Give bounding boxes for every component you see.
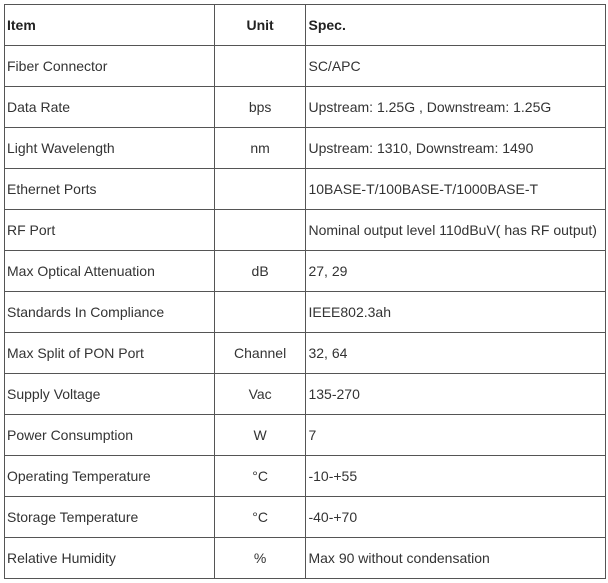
table-row [5,210,606,251]
table-row [5,456,606,497]
cell-spec: 135-270 [306,374,606,415]
cell-unit: dB [214,251,306,292]
cell-spec: 7 [306,415,606,456]
spec-table [4,4,606,579]
cell-unit [214,46,306,87]
cell-unit: % [214,538,306,579]
cell-spec: SC/APC [306,46,606,87]
cell-spec: -40-+70 [306,497,606,538]
cell-item: Relative Humidity [5,538,215,579]
header-item: Item [5,5,215,46]
cell-unit [214,210,306,251]
table-row [5,128,606,169]
cell-item: Operating Temperature [5,456,215,497]
cell-spec: IEEE802.3ah [306,292,606,333]
table-row [5,46,606,87]
cell-item: Standards In Compliance [5,292,215,333]
cell-spec: Nominal output level 110dBuV( has RF output) [306,210,606,251]
cell-spec: Max 90 without condensation [306,538,606,579]
cell-spec: -10-+55 [306,456,606,497]
cell-item: Max Split of PON Port [5,333,215,374]
cell-item: Max Optical Attenuation [5,251,215,292]
table-row [5,87,606,128]
cell-spec: Upstream: 1.25G , Downstream: 1.25G [306,87,606,128]
table-header-row [5,5,606,46]
cell-unit [214,292,306,333]
cell-item: Light Wavelength [5,128,215,169]
cell-item: Storage Temperature [5,497,215,538]
cell-item: RF Port [5,210,215,251]
cell-unit [214,169,306,210]
cell-item: Fiber Connector [5,46,215,87]
table-row [5,333,606,374]
cell-spec: Upstream: 1310, Downstream: 1490 [306,128,606,169]
table-row [5,292,606,333]
cell-unit: Channel [214,333,306,374]
table-row [5,538,606,579]
cell-unit: nm [214,128,306,169]
cell-item: Power Consumption [5,415,215,456]
table-row [5,251,606,292]
cell-unit: °C [214,456,306,497]
cell-spec: 32, 64 [306,333,606,374]
header-unit: Unit [214,5,306,46]
cell-unit: Vac [214,374,306,415]
table-row [5,374,606,415]
table-row [5,497,606,538]
cell-item: Data Rate [5,87,215,128]
cell-unit: bps [214,87,306,128]
table-row [5,415,606,456]
cell-item: Supply Voltage [5,374,215,415]
cell-item: Ethernet Ports [5,169,215,210]
table-row [5,169,606,210]
cell-unit: W [214,415,306,456]
cell-spec: 27, 29 [306,251,606,292]
cell-unit: °C [214,497,306,538]
header-spec: Spec. [306,5,606,46]
cell-spec: 10BASE-T/100BASE-T/1000BASE-T [306,169,606,210]
